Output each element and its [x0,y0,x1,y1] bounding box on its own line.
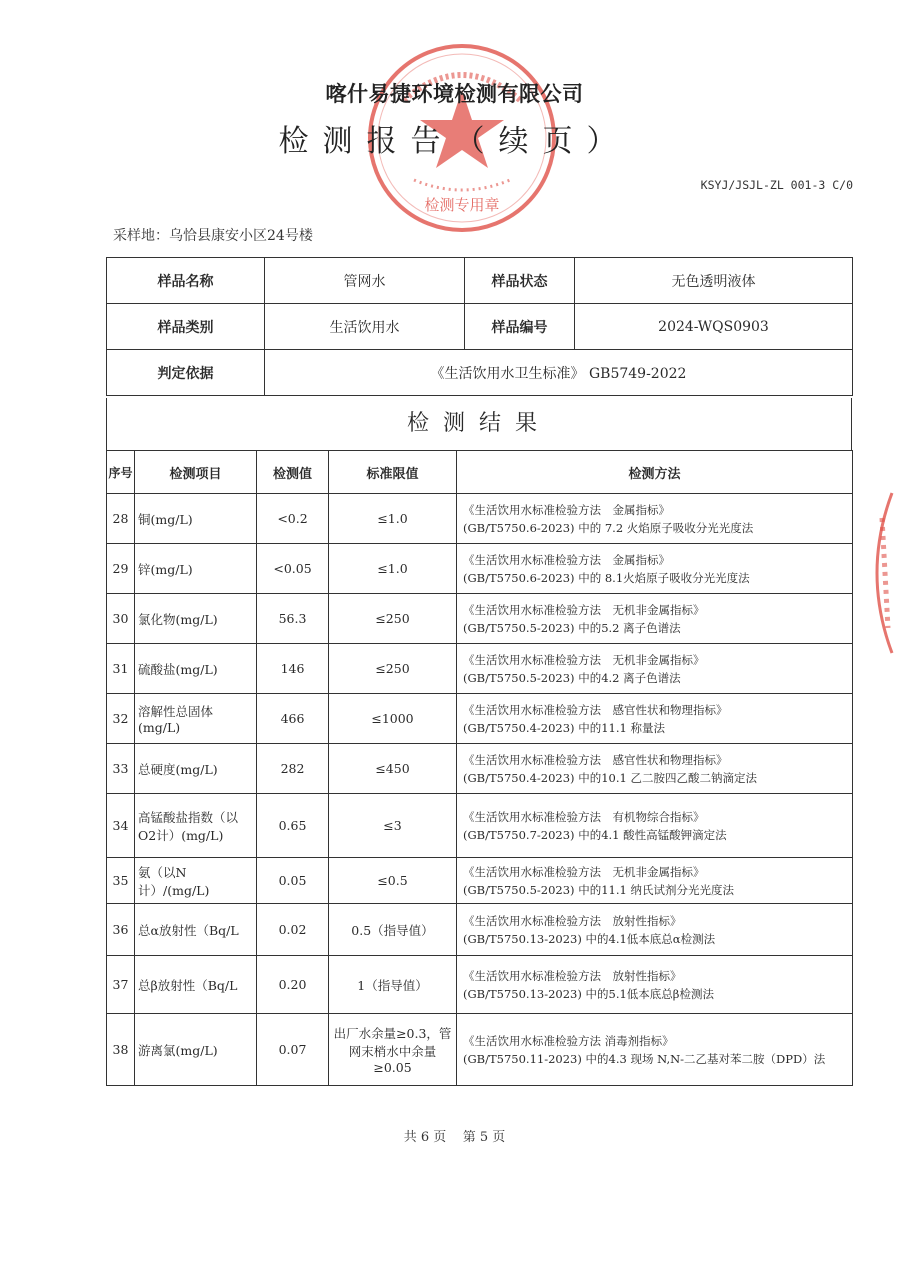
page-footer [0,1126,909,1145]
result-limit: 0.5（指导值） [329,904,457,956]
result-row [107,644,853,694]
sample-type-label: 样品类别 [107,304,265,350]
result-limit: 1（指导值） [329,956,457,1014]
sample-info-table [106,257,853,396]
result-no: 38 [107,1014,135,1086]
results-title: 检测结果 [106,398,852,450]
result-item: 氨（以N计）/(mg/L) [135,858,257,904]
result-value: 0.02 [257,904,329,956]
method-detail: (GB/T5750.7-2023) 中的4.1 酸性高锰酸钾滴定法 [463,827,727,842]
side-seal-stamp [862,488,909,658]
result-method [457,744,853,794]
result-method [457,1014,853,1086]
method-standard: 《生活饮用水标准检验方法 感官性状和物理指标》 [463,752,728,767]
results-header-row [107,451,853,494]
result-row [107,858,853,904]
result-no: 34 [107,794,135,858]
result-item: 游离氯(mg/L) [135,1014,257,1086]
result-no: 37 [107,956,135,1014]
method-detail: (GB/T5750.13-2023) 中的5.1低本底总β检测法 [463,986,714,1001]
result-row [107,544,853,594]
method-standard: 《生活饮用水标准检验方法 金属指标》 [463,552,670,567]
result-method [457,694,853,744]
method-detail: (GB/T5750.4-2023) 中的11.1 称量法 [463,720,665,735]
result-no: 29 [107,544,135,594]
result-row [107,494,853,544]
sample-name-label: 样品名称 [107,258,265,304]
result-limit: ≤250 [329,594,457,644]
result-method [457,544,853,594]
result-row [107,744,853,794]
method-standard: 《生活饮用水标准检验方法 无机非金属指标》 [463,864,705,879]
col-header-value: 检测值 [257,451,329,494]
results-table [106,450,853,1086]
result-method [457,858,853,904]
result-row [107,794,853,858]
svg-text:检测专用章: 检测专用章 [424,196,500,214]
sample-no-label: 样品编号 [465,304,575,350]
company-name: 喀什易捷环境检测有限公司 [325,82,584,106]
col-header-method: 检测方法 [457,451,853,494]
method-standard: 《生活饮用水标准检验方法 无机非金属指标》 [463,602,705,617]
method-detail: (GB/T5750.11-2023) 中的4.3 现场 N,N-二乙基对苯二胺（DPD）法 [463,1051,826,1066]
result-item: 铜(mg/L) [135,494,257,544]
result-method [457,644,853,694]
result-no: 35 [107,858,135,904]
result-limit: ≤1.0 [329,494,457,544]
result-value: 0.07 [257,1014,329,1086]
method-standard: 《生活饮用水标准检验方法 放射性指标》 [463,913,682,928]
result-value: 282 [257,744,329,794]
result-method [457,594,853,644]
method-detail: (GB/T5750.6-2023) 中的 7.2 火焰原子吸收分光光度法 [463,520,754,535]
report-title: 检测报告（续页） [278,124,631,159]
method-standard: 《生活饮用水标准检验方法 感官性状和物理指标》 [463,702,728,717]
method-standard: 《生活饮用水标准检验方法 金属指标》 [463,502,670,517]
method-detail: (GB/T5750.6-2023) 中的 8.1火焰原子吸收分光光度法 [463,570,750,585]
basis-label: 判定依据 [107,350,265,396]
result-item: 锌(mg/L) [135,544,257,594]
result-item: 总α放射性（Bq/L [135,904,257,956]
result-limit: ≤250 [329,644,457,694]
result-item: 总β放射性（Bq/L [135,956,257,1014]
sampling-site-value: 乌恰县康安小区24号楼 [169,228,313,244]
result-no: 30 [107,594,135,644]
result-item: 总硬度(mg/L) [135,744,257,794]
result-value: <0.05 [257,544,329,594]
basis-value: 《生活饮用水卫生标准》 GB5749-2022 [265,350,853,396]
result-value: 0.65 [257,794,329,858]
sample-state-label: 样品状态 [465,258,575,304]
result-no: 36 [107,904,135,956]
result-value: 56.3 [257,594,329,644]
info-row [107,304,853,350]
result-no: 33 [107,744,135,794]
sample-no-value: 2024-WQS0903 [575,304,853,350]
sample-type-value: 生活饮用水 [265,304,465,350]
result-value: 466 [257,694,329,744]
result-row [107,594,853,644]
total-pages: 共 6 页 [403,1130,447,1145]
current-page: 第 5 页 [462,1130,506,1145]
result-row [107,956,853,1014]
method-detail: (GB/T5750.5-2023) 中的4.2 离子色谱法 [463,670,681,685]
result-limit: ≤0.5 [329,858,457,904]
method-standard: 《生活饮用水标准检验方法 放射性指标》 [463,968,682,983]
col-header-item: 检测项目 [135,451,257,494]
result-limit: ≤3 [329,794,457,858]
col-header-no: 序号 [107,451,135,494]
method-standard: 《生活饮用水标准检验方法 有机物综合指标》 [463,809,705,824]
document-number: KSYJ/JSJL-ZL 001-3 C/0 [700,178,853,192]
result-item: 高锰酸盐指数（以O2计）(mg/L) [135,794,257,858]
result-row [107,904,853,956]
method-detail: (GB/T5750.13-2023) 中的4.1低本底总α检测法 [463,931,716,946]
sampling-site [113,225,313,245]
method-detail: (GB/T5750.5-2023) 中的11.1 纳氏试剂分光光度法 [463,882,734,897]
result-no: 32 [107,694,135,744]
method-detail: (GB/T5750.4-2023) 中的10.1 乙二胺四乙酸二钠滴定法 [463,770,757,785]
method-standard: 《生活饮用水标准检验方法 消毒剂指标》 [463,1033,674,1048]
result-value: <0.2 [257,494,329,544]
result-row [107,1014,853,1086]
info-row [107,258,853,304]
result-limit: ≤1000 [329,694,457,744]
result-item: 氯化物(mg/L) [135,594,257,644]
sample-name-value: 管网水 [265,258,465,304]
sampling-site-label: 采样地： [113,228,169,244]
result-item: 硫酸盐(mg/L) [135,644,257,694]
result-no: 28 [107,494,135,544]
result-value: 0.20 [257,956,329,1014]
result-value: 146 [257,644,329,694]
result-method [457,794,853,858]
result-no: 31 [107,644,135,694]
result-method [457,494,853,544]
result-method [457,904,853,956]
result-row [107,694,853,744]
result-limit: 出厂水余量≥0.3，管网末梢水中余量≥0.05 [329,1014,457,1086]
result-item: 溶解性总固体(mg/L) [135,694,257,744]
result-limit: ≤1.0 [329,544,457,594]
result-limit: ≤450 [329,744,457,794]
col-header-limit: 标准限值 [329,451,457,494]
info-row [107,350,853,396]
method-standard: 《生活饮用水标准检验方法 无机非金属指标》 [463,652,705,667]
result-value: 0.05 [257,858,329,904]
method-detail: (GB/T5750.5-2023) 中的5.2 离子色谱法 [463,620,681,635]
sample-state-value: 无色透明液体 [575,258,853,304]
results-body [107,494,853,1086]
result-method [457,956,853,1014]
